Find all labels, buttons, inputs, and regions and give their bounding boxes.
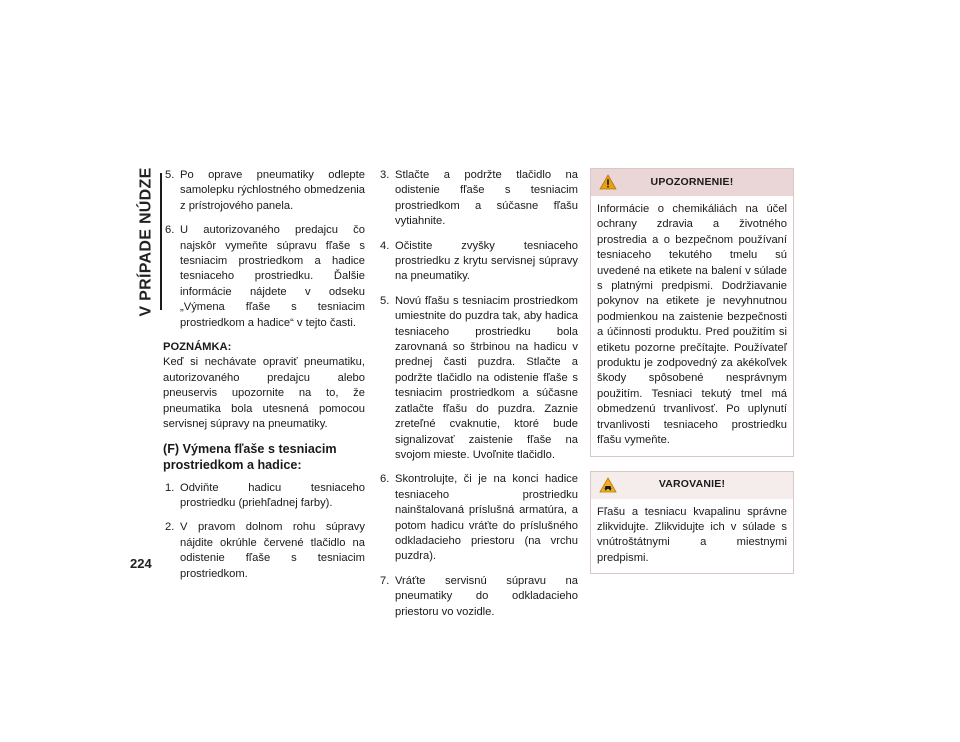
list-item-number: 6. [165,224,175,237]
list-item-text: Stlačte a podržte tlačidlo na odistenie fľaše s tesniacim prostriedkom a súčasne fľašu vytiahnite. [395,169,578,228]
list-item-number: 5. [165,169,175,181]
list-item-text: Vráťte servisnú súpravu na pneumatiky do odkladacieho priestoru vo vozidle. [395,574,578,618]
list-item [163,520,365,582]
caution-box [590,471,794,575]
list-item [378,574,578,620]
warning-text: Informácie o chemikáliách na účel ochrany zdravia a životného prostredia a o bezpečnom používaní tesniaceho tekutého tmelu sú uvedené na etikete na balení v súlade s platnými predpismi. Dodržiavanie pokynov na etikete je nevyhnutnou podmienkou na zaistenie bezpečnosti a účinnosti produktu. Pred použitím si etiketu pozorne prečítajte. Používateľ produktu je zodpovedný za akékoľvek škody spôsobené nesprávnym použitím. Tesniaci tekutý tmel má obmedzenú trvanlivosť. Po uplynutí trvanlivosti tesniaceho prostriedku fľašu vymeňte. [597,203,787,447]
caution-box-header [591,472,793,499]
list-item-text: V pravom dolnom rohu súpravy nájdite okrúhle červené tlačidlo na odistenie fľaše s tesniacim prostriedkom. [180,521,365,580]
list-item-number: 6. [380,473,390,486]
note-text: Keď si nechávate opraviť pneumatiku, autorizovaného predajcu alebo pneuservis upozornite na to, že pneumatika bola utesnená pomocou servisnej súpravy na pneumatiky. [163,356,365,431]
caution-car-icon [599,477,617,493]
list-item [163,168,365,214]
chapter-title: V PRÍPADE NÚDZE [138,167,156,317]
list-item [163,481,365,512]
list-item [378,239,578,285]
list-item-text: Novú fľašu s tesniacim prostriedkom umiestnite do puzdra tak, aby hadica tesniaceho prostriedku bola zarovnaná so štrbinou na hadicu v prednej časti puzdra. Stlačte a podržte tlačidlo na odistenie fľaše s tesniacim prostriedkom a súčasne zatlačte fľašu do puzdra. Zaznie zreteľné cvaknutie, ktoré bude signalizovať zaistenie fľaše na svojom mieste. Uvoľnite tlačidlo. [395,294,578,461]
list-item-text: U autorizovaného predajcu čo najskôr vymeňte súpravu fľaše s tesniacim prostriedkom a hadice tesniaceho prostriedku. Ďalšie informácie nájdete v odseku „Výmena fľaše s tesniacim prostriedkom a hadice“ v tejto časti. [180,224,365,329]
list-item-text: Očistite zvyšky tesniaceho prostriedku z krytu servisnej súpravy na pneumatiky. [395,239,578,283]
list-item-number: 5. [380,294,390,307]
warning-box-header [591,169,793,196]
warning-title: UPOZORNENIE! [650,175,734,188]
section-heading: (F) Výmena fľaše s tesniacim prostriedkom a hadice: [163,441,337,472]
list-item [378,472,578,564]
caution-title: VAROVANIE! [658,478,726,491]
list-item-text: Odviňte hadicu tesniaceho prostriedku (priehľadnej farby). [180,481,365,509]
list-item [163,223,365,331]
page-number: 224 [130,556,152,571]
caution-text: Fľašu a tesniacu kvapalinu správne zlikvidujte. Zlikvidujte ich v súlade s vnútroštátnymi a miestnymi predpismi. [597,505,787,564]
list-item-number: 7. [380,574,390,587]
column-left [163,168,365,591]
list-item [378,294,578,463]
chapter-divider-line [160,173,162,310]
list-item-number: 2. [165,521,175,534]
chapter-side-tab [136,167,158,317]
list-item-number: 1. [165,481,175,494]
column-middle [378,168,578,629]
list-item-text: Po oprave pneumatiky odlepte samolepku rýchlostného obmedzenia z prístrojového panela. [180,169,365,212]
list-item-number: 4. [380,239,390,252]
warning-triangle-icon [599,174,617,190]
column-right [590,168,794,588]
list-item [378,168,578,230]
list-item-number: 3. [380,169,390,181]
list-item-text: Skontrolujte, či je na konci hadice tesniaceho prostriedku nainštalovaná príslušná armatúra, a potom hadicu vráťte do príslušného odkladacieho priestoru (na vrchu puzdra). [395,473,578,563]
note-title: POZNÁMKA: [163,341,232,354]
warning-box [590,168,794,457]
